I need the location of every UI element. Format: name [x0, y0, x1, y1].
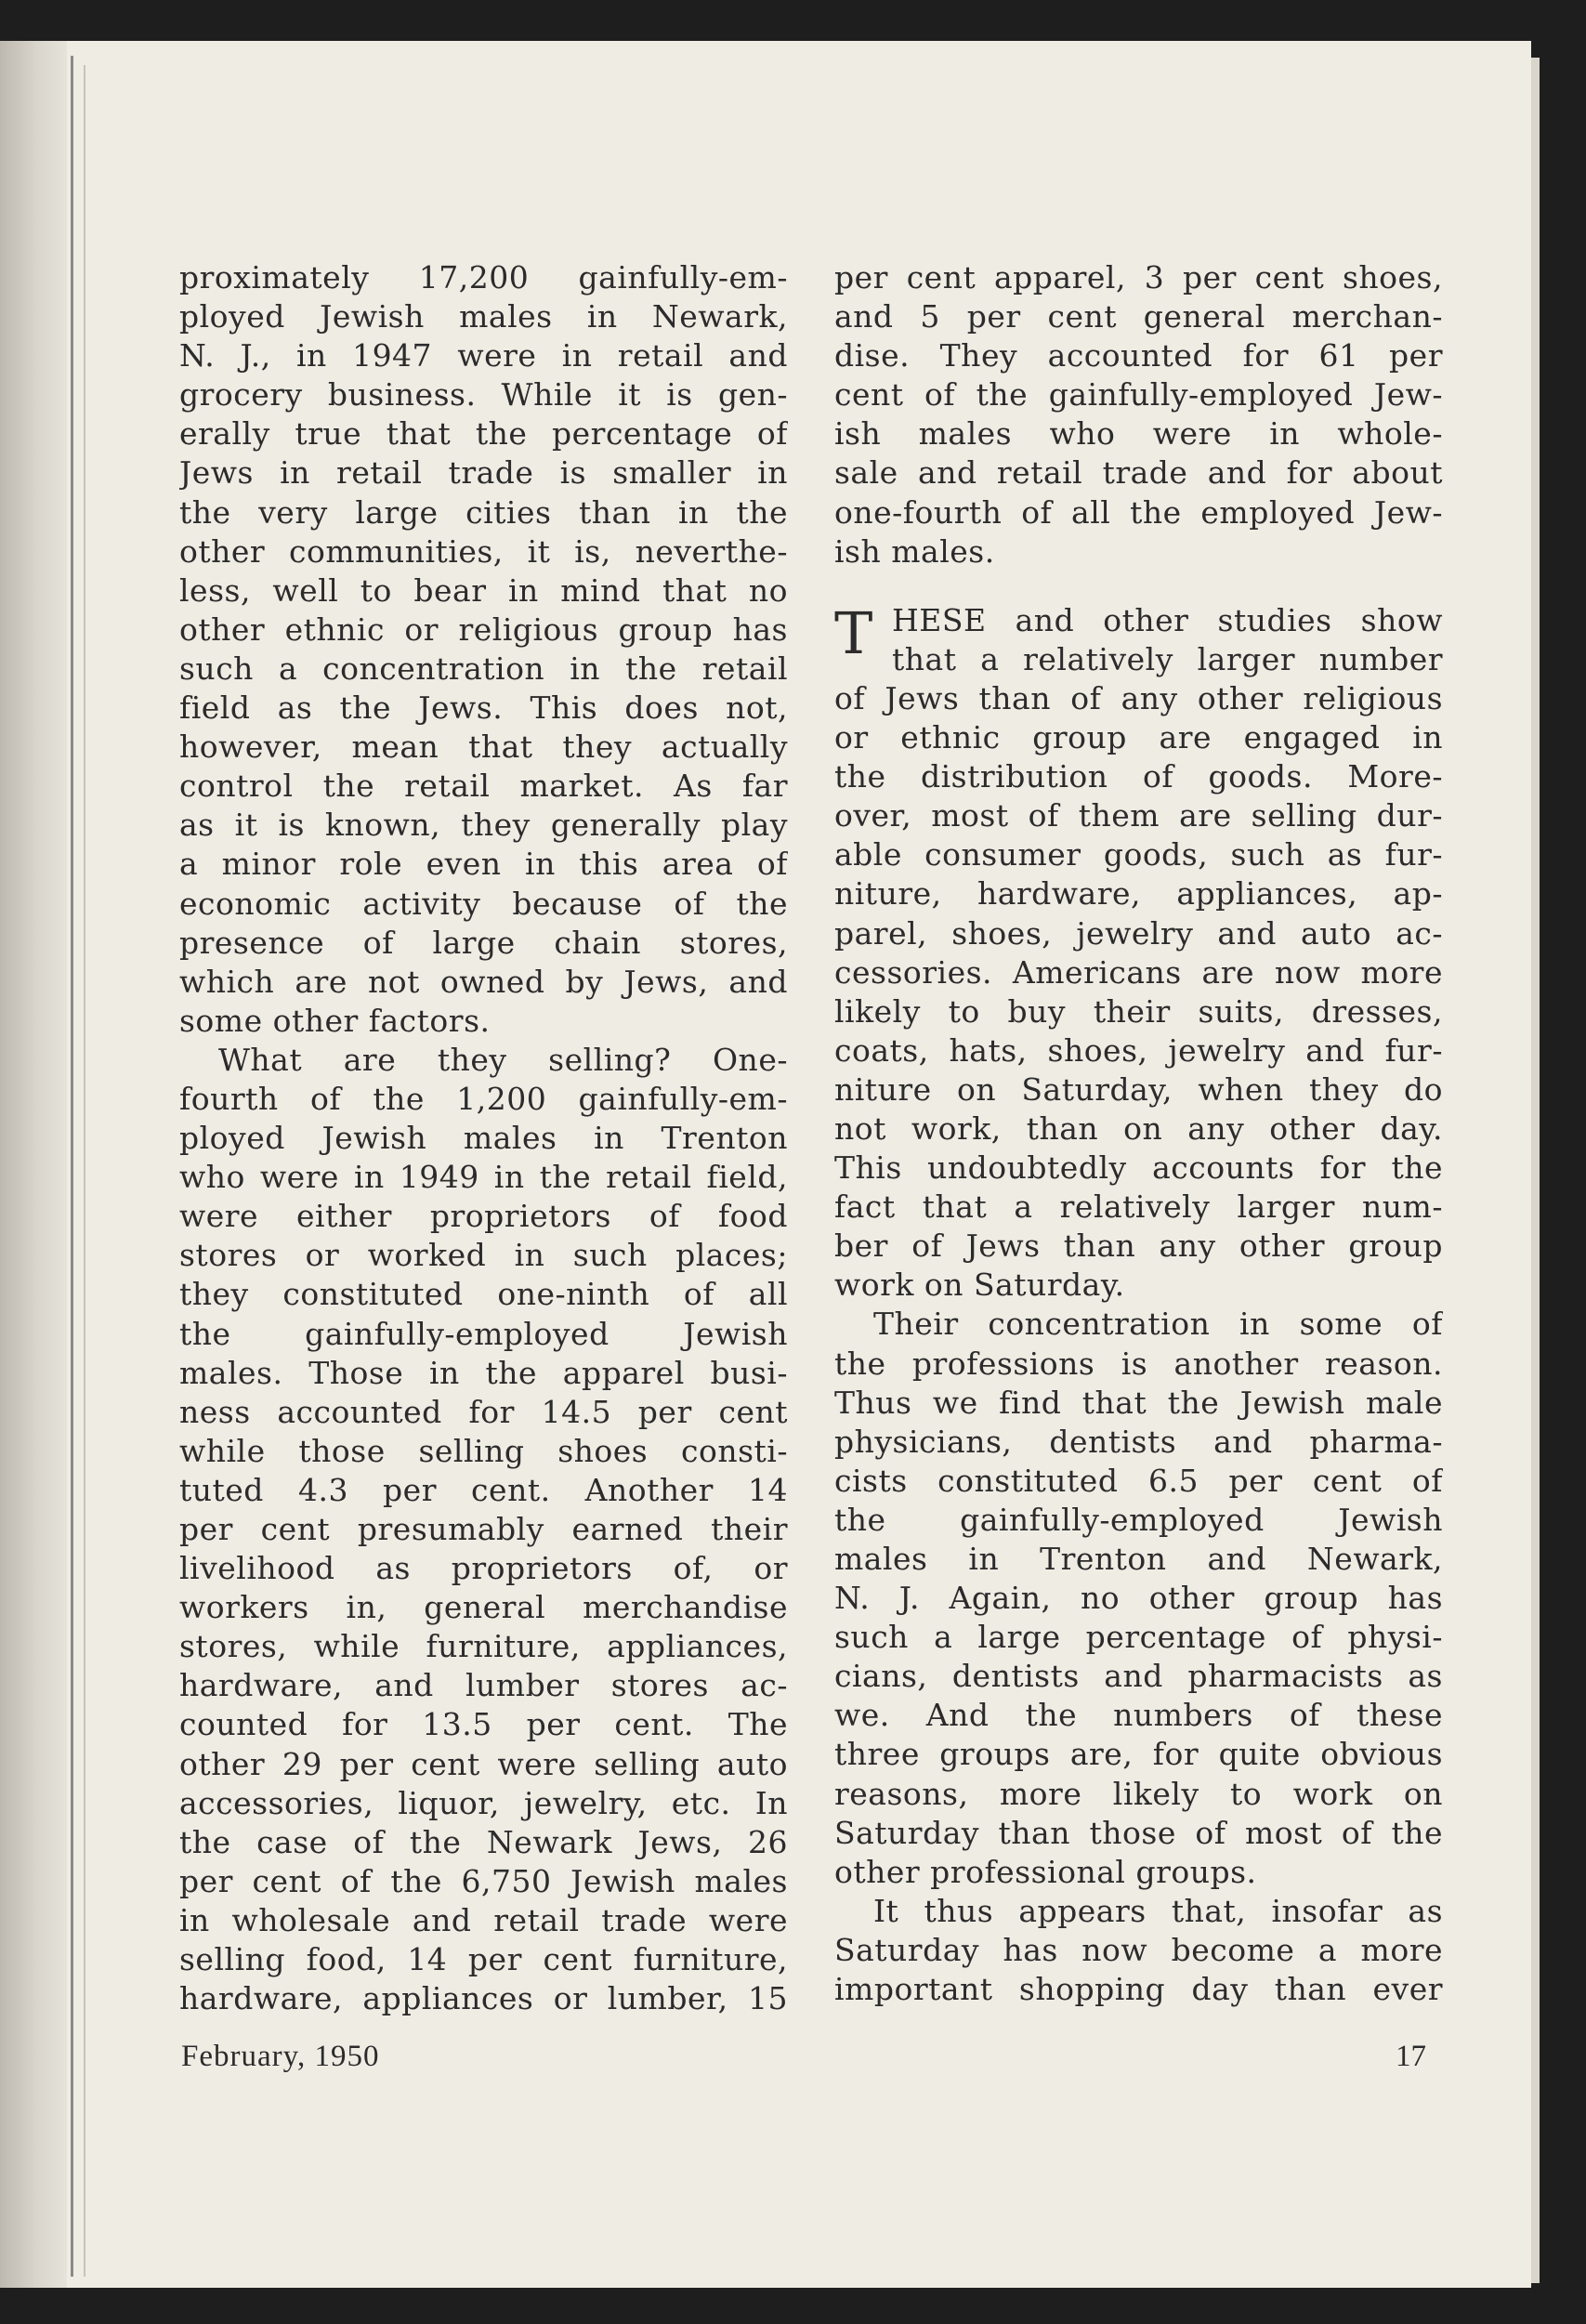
text-line: three groups are, for quite obvious [834, 1736, 1443, 1773]
text-line: while those selling shoes consti- [179, 1432, 788, 1469]
text-line: a minor role even in this area of [179, 846, 788, 883]
text-line: stores, while furniture, appliances, [179, 1628, 788, 1665]
page-edge [1531, 58, 1540, 2283]
spine-shadow-line [84, 65, 85, 2277]
text-line: and 5 per cent general merchan- [834, 298, 1443, 335]
text-line: however, mean that they actually [179, 729, 788, 766]
text-line: field as the Jews. This does not, [179, 689, 788, 727]
text-line: were either proprietors of food [179, 1198, 788, 1235]
text-line: cists constituted 6.5 per cent of [834, 1462, 1443, 1499]
text-line: of Jews than of any other religious [834, 679, 1443, 716]
text-line: per cent apparel, 3 per cent shoes, [834, 259, 1443, 295]
spine-fold-line [71, 56, 73, 2277]
text-line: the very large cities than in the [179, 493, 788, 531]
text-line: able consumer goods, such as fur- [834, 836, 1443, 873]
text-line: What are they selling? One- [218, 1041, 788, 1078]
text-line: hardware, appliances or lumber, 15 [179, 1980, 788, 2017]
text-line: the distribution of goods. More- [834, 758, 1443, 795]
text-line: the case of the Newark Jews, 26 [179, 1823, 788, 1860]
text-line: the professions is another reason. [834, 1345, 1443, 1382]
text-line: males. Those in the apparel busi- [179, 1354, 788, 1391]
text-line: ness accounted for 14.5 per cent [179, 1393, 788, 1430]
text-line: physicians, dentists and pharma- [834, 1423, 1443, 1460]
text-line: over, most of them are selling dur- [834, 797, 1443, 834]
text-line: selling food, 14 per cent furniture, [179, 1941, 788, 1978]
text-line: Jews in retail trade is smaller in [179, 454, 788, 492]
text-line: ber of Jews than any other group [834, 1228, 1443, 1265]
text-line: reasons, more likely to work on [834, 1775, 1443, 1812]
text-line: we. And the numbers of these [834, 1697, 1443, 1734]
text-line: proximately 17,200 gainfully-em- [179, 259, 788, 295]
text-line: economic activity because of the [179, 885, 788, 922]
text-line: ish males who were in whole- [834, 415, 1443, 453]
text-line: cians, dentists and pharmacists as [834, 1658, 1443, 1695]
text-line: cent of the gainfully-employed Jew- [834, 376, 1443, 414]
text-line: hardware, and lumber stores ac- [179, 1667, 788, 1704]
text-line: presence of large chain stores, [179, 924, 788, 961]
text-line: Their concentration in some of [873, 1306, 1443, 1343]
text-line: per cent of the 6,750 Jewish males [179, 1862, 788, 1899]
text-line: coats, hats, shoes, jewelry and fur- [834, 1031, 1443, 1069]
footer-date: February, 1950 [181, 2040, 380, 2073]
text-line: It thus appears that, insofar as [873, 1892, 1443, 1929]
text-line: sale and retail trade and for about [834, 454, 1443, 492]
text-line: erally true that the percentage of [179, 415, 788, 453]
text-line: work on Saturday. [834, 1267, 1125, 1304]
text-line: N. J., in 1947 were in retail and [179, 337, 788, 374]
text-line: ployed Jewish males in Trenton [179, 1120, 788, 1157]
text-line: grocery business. While it is gen- [179, 376, 788, 414]
text-line: some other factors. [179, 1002, 491, 1039]
text-line: other communities, it is, neverthe- [179, 532, 788, 570]
text-line: HESE and other studies show [892, 601, 1443, 638]
text-line: important shopping day than ever [834, 1971, 1443, 2008]
text-line: workers in, general merchandise [179, 1589, 788, 1626]
text-line: ployed Jewish males in Newark, [179, 298, 788, 335]
text-line: Saturday than those of most of the [834, 1814, 1443, 1851]
text-line: cessories. Americans are now more [834, 953, 1443, 991]
text-line: livelihood as proprietors of, or [179, 1550, 788, 1587]
text-line: dise. They accounted for 61 per [834, 337, 1443, 374]
text-line: other ethnic or religious group has [179, 611, 788, 648]
text-line: who were in 1949 in the retail field, [179, 1159, 788, 1196]
text-line: the gainfully-employed Jewish [834, 1501, 1443, 1538]
text-line: fourth of the 1,200 gainfully-em- [179, 1080, 788, 1117]
text-line: not work, than on any other day. [834, 1109, 1443, 1147]
text-line: N. J. Again, no other group has [834, 1580, 1443, 1617]
text-line: niture, hardware, appliances, ap- [834, 875, 1443, 913]
text-line: such a large percentage of physi- [834, 1619, 1443, 1656]
text-line: or ethnic group are engaged in [834, 719, 1443, 756]
text-line: tuted 4.3 per cent. Another 14 [179, 1471, 788, 1508]
text-line: This undoubtedly accounts for the [834, 1149, 1443, 1187]
text-line: ish males. [834, 532, 995, 570]
text-line: the gainfully-employed Jewish [179, 1315, 788, 1352]
text-line: which are not owned by Jews, and [179, 963, 788, 1000]
text-line: less, well to bear in mind that no [179, 571, 788, 609]
text-line: such a concentration in the retail [179, 650, 788, 687]
text-line: stores or worked in such places; [179, 1237, 788, 1274]
text-line: parel, shoes, jewelry and auto ac- [834, 914, 1443, 952]
text-line: accessories, liquor, jewelry, etc. In [179, 1784, 788, 1821]
dropcap-paragraph [834, 598, 1443, 679]
text-line: fact that a relatively larger num- [834, 1188, 1443, 1226]
text-line: as it is known, they generally play [179, 807, 788, 844]
text-line: Thus we find that the Jewish male [834, 1384, 1443, 1421]
text-line: they constituted one-ninth of all [179, 1276, 788, 1313]
text-line: one-fourth of all the employed Jew- [834, 493, 1443, 531]
text-line: per cent presumably earned their [179, 1511, 788, 1547]
text-line: likely to buy their suits, dresses, [834, 992, 1443, 1030]
text-line: in wholesale and retail trade were [179, 1901, 788, 1938]
text-line: other 29 per cent were selling auto [179, 1745, 788, 1782]
text-line: niture on Saturday, when they do [834, 1070, 1443, 1108]
text-line: control the retail market. As far [179, 768, 788, 805]
drop-cap-letter: T [834, 598, 873, 667]
paragraph-gap [834, 571, 1443, 601]
right-column [834, 258, 1443, 2009]
text-line: that a relatively larger number [892, 640, 1443, 677]
book-spine [0, 41, 67, 2288]
left-column [179, 258, 788, 2018]
page-number: 17 [1396, 2040, 1426, 2073]
text-line: other professional groups. [834, 1853, 1257, 1890]
text-line: males in Trenton and Newark, [834, 1541, 1443, 1577]
text-line: counted for 13.5 per cent. The [179, 1706, 788, 1743]
text-line: Saturday has now become a more [834, 1931, 1443, 1968]
